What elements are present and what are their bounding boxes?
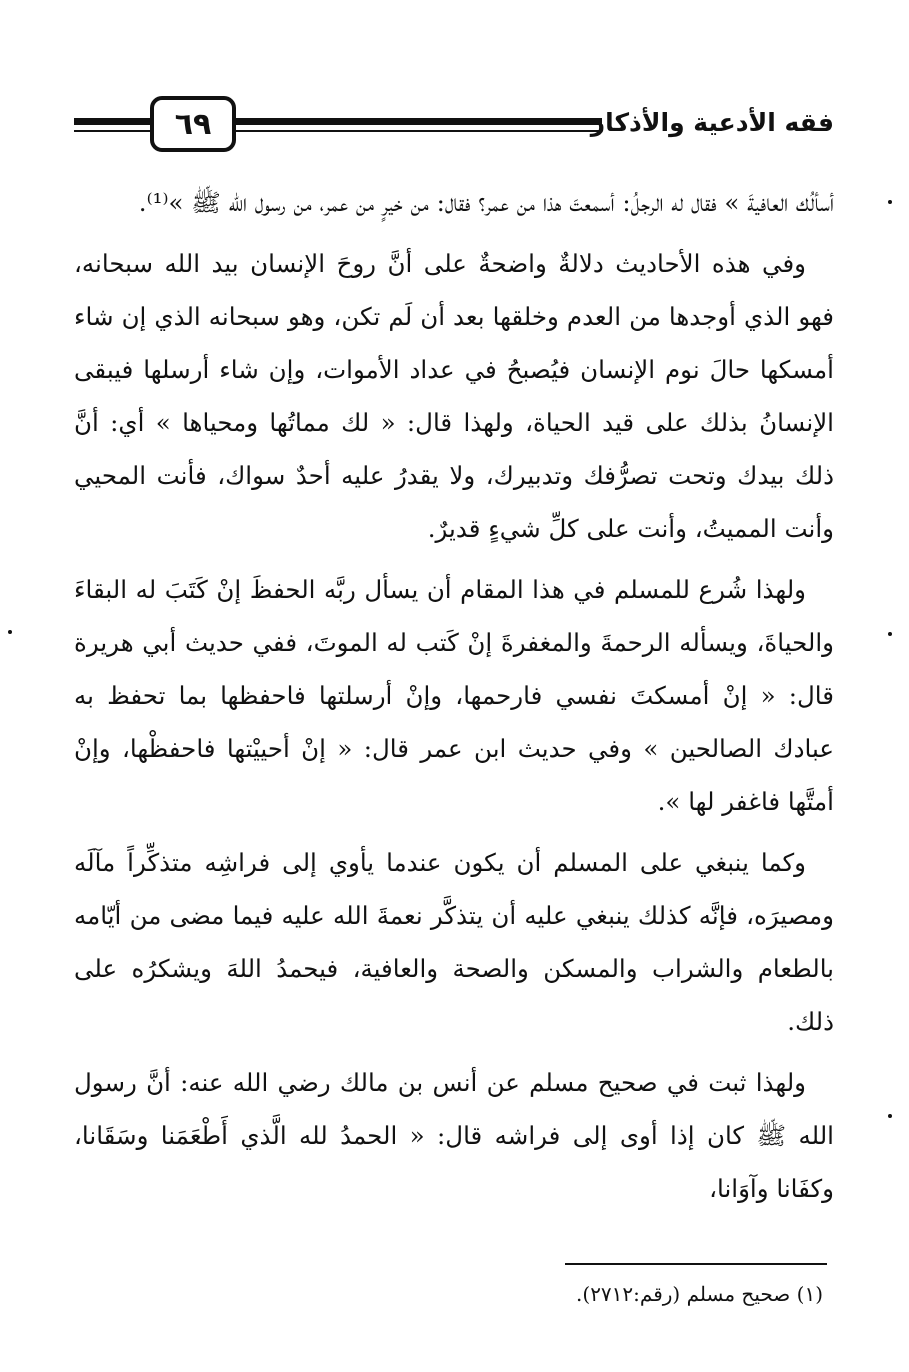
- footnote: (١) صحيح مسلم (رقم:٢٧١٢).: [576, 1282, 823, 1306]
- footnote-separator: [565, 1263, 827, 1265]
- paragraph-3: ولهذا شُرع للمسلم في هذا المقام أن يسأل ربَّه الحفظَ إنْ كَتَبَ له البقاءَ والحياةَ، ويسأله الرحمةَ والمغفرةَ إنْ كَتب له الموتَ، ففي حديث أبي هريرة قال: « إنْ أمسكتَ نفسي فارحمها، وإنْ أرسلتها فاحفظها بما تحفظ به عبادك الصالحين » وفي حديث ابن عمر قال: « إنْ أحييْتها فاحفظْها، وإنْ أمتَّها فاغفر لها ».: [74, 575, 834, 816]
- paragraph-4: وكما ينبغي على المسلم أن يكون عندما يأوي إلى فراشِه متذكِّراً مآلَه ومصيرَه، فإنَّه كذلك ينبغي عليه أن يتذكَّر نعمةَ الله عليه فيما مضى من أيّامه بالطعام والشراب والمسكن والصحة والعافية، فيحمدُ اللهَ ويشكرُه على ذلك.: [74, 848, 834, 1036]
- paragraph-1: أسألُك العافيةَ » فقال له الرجلُ: أسمعتَ هذا من عمر؟ فقال: من خيرٍ من عمر، من رسول الله ﷺ »⁽¹⁾.: [138, 188, 834, 217]
- margin-mark: [8, 630, 12, 634]
- margin-mark: [888, 1114, 892, 1118]
- margin-mark: [888, 200, 892, 204]
- paragraph-2: وفي هذه الأحاديث دلالةٌ واضحةٌ على أنَّ روحَ الإنسان بيد الله سبحانه، فهو الذي أوجدها من العدم وخلقها بعد أن لَم تكن، وهو سبحانه الذي إن شاء أمسكها حالَ نوم الإنسان فيُصبحُ في عداد الأموات، وإن شاء أرسلها فيبقى الإنسانُ بذلك على قيد الحياة، ولهذا قال: « لك مماتُها ومحياها » أي: أنَّ ذلك بيدك وتحت تصرُّفك وتدبيرك، ولا يقدرُ عليه أحدٌ سواك، فأنت المحيي وأنت المميتُ، وأنت على كلِّ شيءٍ قديرٌ.: [74, 249, 834, 543]
- header-rule-right-thick: [232, 118, 602, 125]
- page-number: ٦٩: [174, 106, 212, 142]
- page-number-box: [150, 96, 236, 152]
- page-header: [74, 96, 834, 158]
- body-text: [74, 176, 834, 1223]
- header-rule-left-thick: [74, 118, 152, 125]
- paragraph-5: ولهذا ثبت في صحيح مسلم عن أنس بن مالك رضي الله عنه: أنَّ رسول الله ﷺ كان إذا أوى إلى فراشه قال: « الحمدُ لله الَّذي أَطْعَمَنا وسَقَانا، وكفَانا وآوَانا،: [74, 1068, 834, 1203]
- margin-mark: [888, 632, 892, 636]
- header-rule-right-thin: [232, 130, 602, 132]
- header-rule-left-thin: [74, 130, 152, 132]
- running-title: فقه الأدعية والأذكار: [590, 108, 834, 137]
